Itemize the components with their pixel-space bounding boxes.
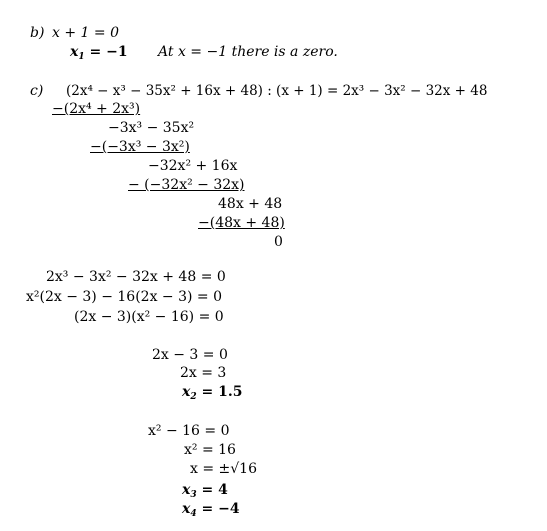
linear-line-1: 2x − 3 = 0 bbox=[152, 347, 228, 363]
factor-line-2: x²(2x − 3) − 16(2x − 3) = 0 bbox=[26, 289, 223, 305]
division-step-2: −3x³ − 35x² bbox=[108, 120, 195, 136]
x4-sub: 4 bbox=[190, 509, 197, 519]
division-header: (2x⁴ − x³ − 35x² + 16x + 48) : (x + 1) = 2x³ − 3x² − 32x + 48 bbox=[66, 83, 488, 99]
x2-value: = 1.5 bbox=[196, 384, 243, 400]
part-b-equation: x + 1 = 0 bbox=[52, 25, 119, 41]
x2-var: x bbox=[182, 384, 191, 400]
factor-line-3: (2x − 3)(x² − 16) = 0 bbox=[74, 309, 224, 325]
division-step-7: −(48x + 48) bbox=[198, 215, 285, 231]
quad-line-1: x² − 16 = 0 bbox=[148, 423, 230, 439]
x4-var: x bbox=[182, 501, 191, 517]
x3-sub: 3 bbox=[190, 490, 197, 500]
x3-value: = 4 bbox=[196, 482, 228, 498]
quad-line-2: x² = 16 bbox=[184, 442, 236, 458]
x4-value: = −4 bbox=[196, 501, 240, 517]
x3-var: x bbox=[182, 482, 191, 498]
linear-line-2: 2x = 3 bbox=[180, 365, 227, 381]
division-step-3: −(−3x³ − 3x²) bbox=[90, 139, 190, 155]
x1-value: = −1 bbox=[84, 44, 128, 60]
division-step-4: −32x² + 16x bbox=[148, 158, 238, 174]
x1-var: x bbox=[70, 44, 79, 60]
division-remainder: 0 bbox=[274, 234, 283, 250]
x2-solution bbox=[182, 383, 242, 401]
part-b-label: b) bbox=[30, 25, 45, 41]
factor-line-1: 2x³ − 3x² − 32x + 48 = 0 bbox=[46, 269, 226, 285]
x1-solution bbox=[70, 43, 128, 61]
x1-sub: 1 bbox=[78, 52, 85, 62]
x3-solution bbox=[182, 481, 228, 499]
division-step-5: − (−32x² − 32x) bbox=[128, 177, 245, 193]
zero-note-b: = −1 there is a zero. bbox=[185, 44, 338, 60]
part-c-label: c) bbox=[30, 83, 44, 99]
x4-solution bbox=[182, 500, 240, 518]
zero-note-a: At bbox=[158, 44, 178, 60]
quad-line-3: x = ±√16 bbox=[190, 461, 257, 477]
zero-note bbox=[158, 43, 338, 61]
x2-sub: 2 bbox=[190, 392, 197, 402]
division-step-6: 48x + 48 bbox=[218, 196, 283, 212]
zero-note-var: x bbox=[177, 44, 186, 60]
division-step-1: −(2x⁴ + 2x³) bbox=[52, 101, 141, 117]
